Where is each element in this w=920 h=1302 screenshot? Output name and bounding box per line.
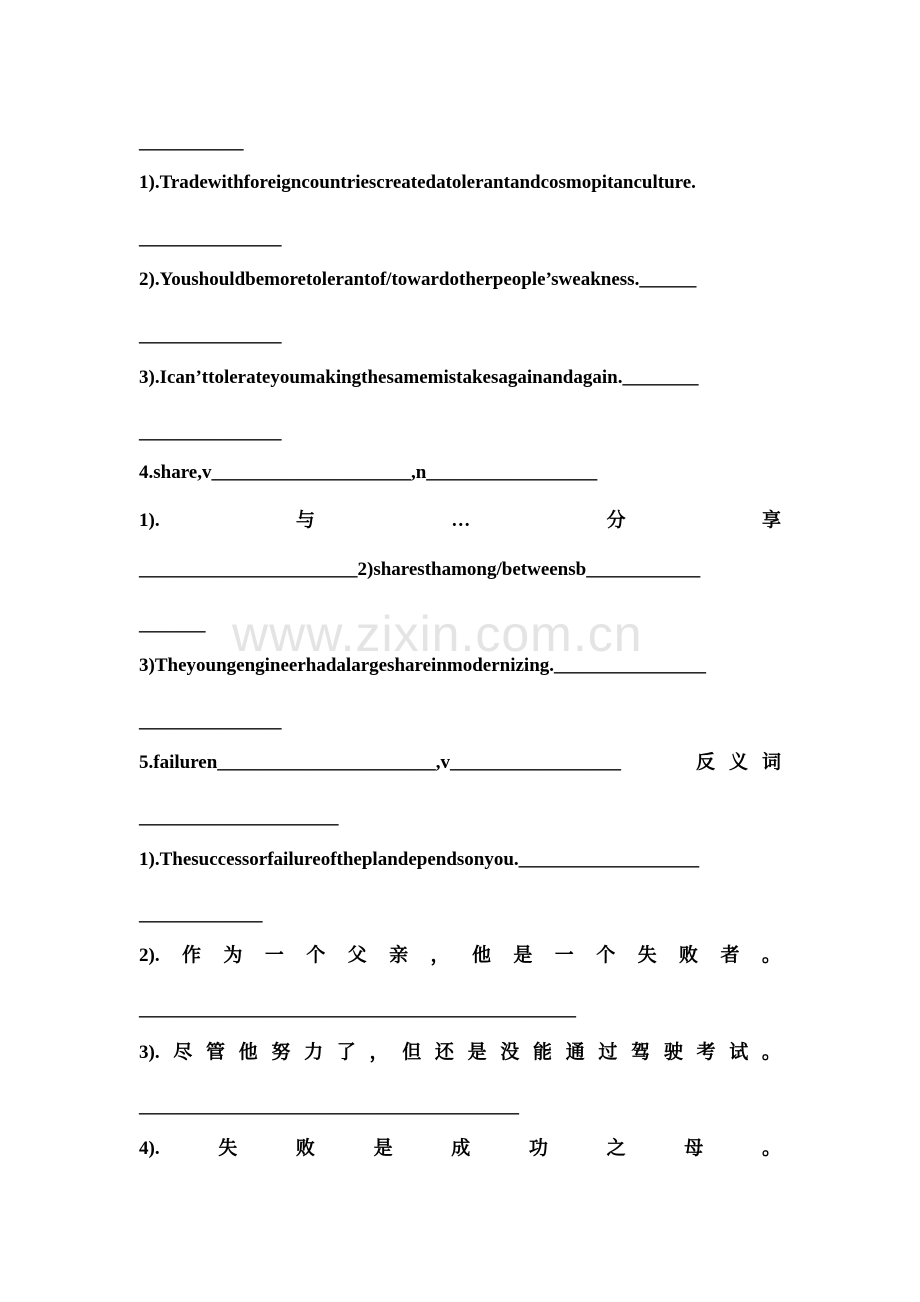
char: 管: [205, 1042, 225, 1063]
char: 他: [238, 1042, 258, 1063]
blank-line: ________________________________________: [139, 1096, 519, 1117]
char: 还: [434, 1042, 454, 1063]
char: 。: [761, 945, 781, 966]
blank-line: ___________: [139, 132, 244, 153]
char: 败: [295, 1138, 315, 1159]
share-sub-1-label: 1).: [139, 510, 160, 531]
char: 驶: [663, 1042, 683, 1063]
char: 父: [347, 945, 367, 966]
failure-heading-char: 反: [695, 752, 715, 773]
char: 考: [696, 1042, 716, 1063]
share-sub-1-char: 享: [761, 510, 781, 531]
char: 是: [467, 1042, 487, 1063]
char: 个: [306, 945, 326, 966]
char: 作: [181, 945, 201, 966]
char: 一: [264, 945, 284, 966]
char: 没: [500, 1042, 520, 1063]
char: 成: [451, 1138, 471, 1159]
char: 是: [373, 1138, 393, 1159]
sentence-tolerate-3: 3).Ican’ttolerateyoumakingthesamemistakesagainandagain.________: [139, 367, 699, 388]
blank-line: _______________: [139, 325, 282, 346]
char: 驾: [631, 1042, 651, 1063]
share-sub-1: [139, 509, 781, 533]
watermark: www.zixin.com.cn: [232, 606, 643, 662]
char: 尽: [173, 1042, 193, 1063]
share-sub-2: _______________________2)sharesthamong/betweensb____________: [139, 559, 701, 580]
char: 试: [729, 1042, 749, 1063]
failure-sub-3: [139, 1041, 781, 1065]
char: 但: [402, 1042, 422, 1063]
char: 个: [596, 945, 616, 966]
char: 他: [471, 945, 491, 966]
char: ，: [369, 1042, 389, 1063]
char: 通: [565, 1042, 585, 1063]
char: 亲: [389, 945, 409, 966]
failure-sub-4-label: 4).: [139, 1138, 160, 1159]
char: 了: [336, 1042, 356, 1063]
char: 者: [720, 945, 740, 966]
char: 。: [761, 1042, 781, 1063]
item-share-heading: 4.share,v_____________________,n__________________: [139, 462, 598, 483]
char: 失: [218, 1138, 238, 1159]
sentence-tolerant-1: 1).Tradewithforeigncountriescreatedatolerantandcosmopitanculture.: [139, 172, 696, 193]
char: 力: [304, 1042, 324, 1063]
blank-line: _____________________: [139, 807, 339, 828]
failure-sub-1: 1).Thesuccessorfailureoftheplandependsonyou.___________________: [139, 849, 700, 870]
failure-sub-4: [139, 1137, 781, 1161]
blank-line: _____________: [139, 904, 263, 925]
share-sub-1-char: …: [451, 510, 471, 531]
blank-line: ______________________________________________: [139, 999, 576, 1020]
failure-sub-2: [139, 944, 781, 968]
char: 一: [554, 945, 574, 966]
char: 是: [513, 945, 533, 966]
blank-line: _______________: [139, 422, 282, 443]
char: ，: [430, 945, 450, 966]
failure-heading-text: 5.failuren_______________________,v__________________: [139, 752, 622, 773]
char: 母: [684, 1138, 704, 1159]
share-sub-1-char: 与: [295, 510, 315, 531]
char: 能: [533, 1042, 553, 1063]
item-failure-heading: [139, 751, 781, 775]
char: 努: [271, 1042, 291, 1063]
char: 功: [528, 1138, 548, 1159]
share-sub-3: 3)Theyoungengineerhadalargeshareinmodernizing.________________: [139, 655, 707, 676]
char: 过: [598, 1042, 618, 1063]
char: 败: [679, 945, 699, 966]
failure-heading-char: 义: [728, 752, 748, 773]
failure-heading-char: 词: [761, 752, 781, 773]
failure-sub-3-label: 3).: [139, 1042, 160, 1063]
sentence-tolerant-2: 2).Youshouldbemoretolerantof/towardotherpeople’sweakness.______: [139, 269, 697, 290]
share-sub-1-char: 分: [606, 510, 626, 531]
failure-sub-2-label: 2).: [139, 945, 160, 966]
char: 失: [637, 945, 657, 966]
blank-line: _______________: [139, 711, 282, 732]
char: 之: [606, 1138, 626, 1159]
char: 。: [761, 1138, 781, 1159]
char: 为: [223, 945, 243, 966]
blank-line: _______: [139, 614, 206, 635]
blank-line: _______________: [139, 228, 282, 249]
